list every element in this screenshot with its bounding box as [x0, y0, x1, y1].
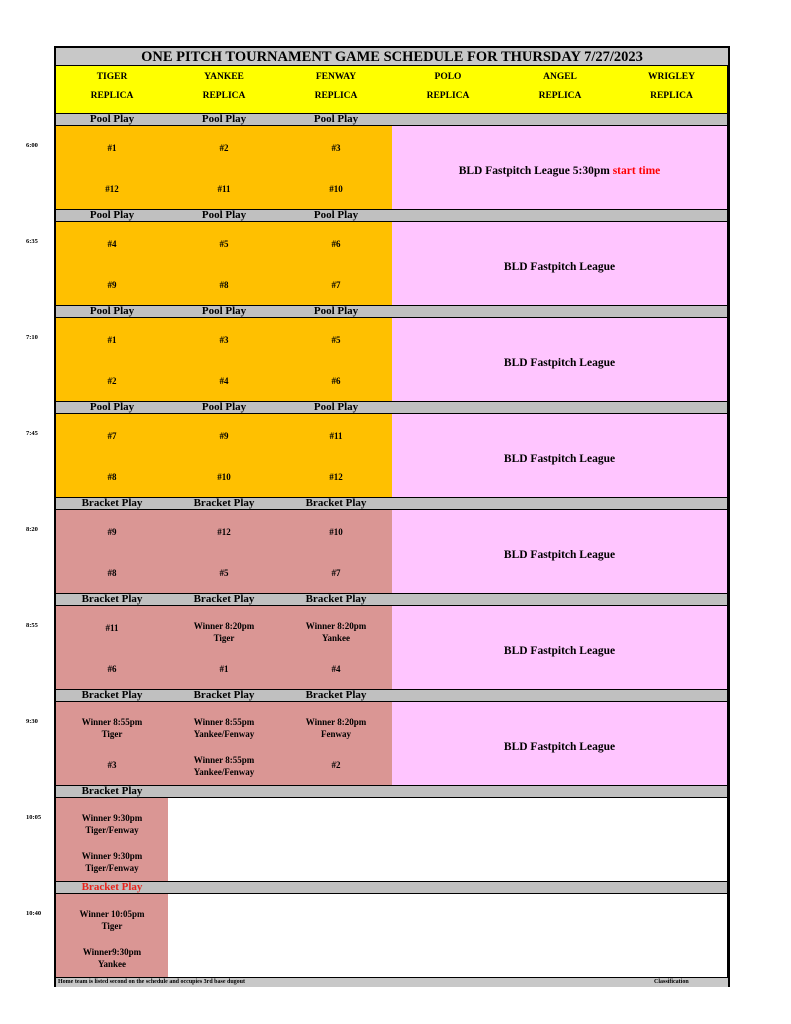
play-type-label: Bracket Play — [280, 594, 393, 606]
play-type-label: Pool Play — [280, 402, 393, 414]
home-team: Winner 9:30pm Tiger/Fenway — [81, 851, 143, 873]
empty-cell — [392, 894, 505, 978]
home-team: #1 — [219, 664, 229, 674]
empty-cell — [616, 798, 728, 882]
play-type-label — [392, 690, 505, 702]
home-team: #6 — [331, 376, 341, 386]
play-type-label: Bracket Play — [280, 498, 393, 510]
away-team: Winner 8:55pm Yankee/Fenway — [193, 717, 255, 739]
play-type-label — [616, 690, 728, 702]
play-type-label: Bracket Play — [168, 498, 281, 510]
home-team: Winner9:30pm Yankee — [82, 947, 142, 969]
game-cell — [56, 702, 169, 786]
field-header-yankee — [168, 66, 281, 114]
game-cell — [56, 222, 169, 306]
time-label: 6:00 — [26, 142, 38, 149]
play-type-label: Pool Play — [280, 210, 393, 222]
field-name: POLO — [434, 72, 462, 82]
home-team: #2 — [107, 376, 117, 386]
game-cell — [56, 318, 169, 402]
home-team: Winner 8:55pm Yankee/Fenway — [193, 755, 255, 777]
league-block — [392, 414, 728, 498]
away-team: Winner 8:20pm Yankee — [305, 621, 367, 643]
empty-cell — [168, 798, 281, 882]
away-team: #5 — [331, 335, 341, 345]
away-team: #1 — [107, 143, 117, 153]
footer-note: Home team is listed second on the schedule and occupies 3rd base dugout — [58, 979, 246, 985]
empty-cell — [280, 798, 393, 882]
away-team: #7 — [107, 431, 117, 441]
league-block — [392, 606, 728, 690]
time-label: 9:30 — [26, 718, 38, 725]
time-label: 10:05 — [26, 814, 42, 821]
play-type-label — [504, 882, 617, 894]
game-cell — [280, 510, 393, 594]
game-cell — [168, 702, 281, 786]
field-name: FENWAY — [315, 72, 357, 82]
start-time-note: start time — [612, 165, 661, 177]
play-type-label — [504, 402, 617, 414]
play-type-label: Pool Play — [168, 306, 281, 318]
play-type-label: Pool Play — [168, 402, 281, 414]
league-block — [392, 318, 728, 402]
away-team: #9 — [219, 431, 229, 441]
game-cell — [280, 126, 393, 210]
home-team: #4 — [219, 376, 229, 386]
play-type-label — [504, 210, 617, 222]
play-type-label: Pool Play — [56, 114, 169, 126]
play-type-label: Bracket Play — [56, 786, 169, 798]
time-label: 10:40 — [26, 910, 42, 917]
play-type-label — [392, 594, 505, 606]
game-cell — [280, 414, 393, 498]
league-block — [392, 222, 728, 306]
play-type-label: Bracket Play — [56, 690, 169, 702]
league-block — [392, 510, 728, 594]
league-text: BLD Fastpitch League — [503, 261, 616, 273]
play-type-label: Pool Play — [168, 210, 281, 222]
play-type-label — [616, 498, 728, 510]
time-label: 8:55 — [26, 622, 38, 629]
play-type-label — [616, 306, 728, 318]
away-team: #12 — [217, 527, 231, 537]
play-type-label — [504, 786, 617, 798]
game-cell — [280, 318, 393, 402]
away-team: Winner 8:20pm Tiger — [193, 621, 255, 643]
play-type-label — [616, 786, 728, 798]
league-block — [392, 126, 728, 210]
field-header-polo — [392, 66, 505, 114]
play-type-label — [616, 594, 728, 606]
game-cell — [168, 510, 281, 594]
game-cell — [168, 126, 281, 210]
home-team: #7 — [331, 568, 341, 578]
play-type-label — [504, 306, 617, 318]
empty-cell — [504, 894, 617, 978]
home-team: #6 — [107, 664, 117, 674]
footer-classification: Classification — [654, 979, 689, 985]
play-type-label: Bracket Play — [56, 882, 169, 894]
schedule-title: ONE PITCH TOURNAMENT GAME SCHEDULE FOR THURSDAY 7/27/2023 — [56, 48, 728, 66]
away-team: Winner 10:05pm Tiger — [79, 909, 145, 931]
away-team: #9 — [107, 527, 117, 537]
home-team: #2 — [331, 760, 341, 770]
play-type-label — [504, 114, 617, 126]
play-type-label — [280, 882, 393, 894]
play-type-label — [504, 690, 617, 702]
field-header-wrigley — [616, 66, 728, 114]
play-type-label: Bracket Play — [168, 690, 281, 702]
home-team: #8 — [107, 568, 117, 578]
away-team: #3 — [331, 143, 341, 153]
field-name: YANKEE — [204, 72, 244, 82]
field-name: WRIGLEY — [648, 72, 695, 82]
play-type-label: Pool Play — [56, 402, 169, 414]
play-type-label: Pool Play — [168, 114, 281, 126]
away-team: #4 — [107, 239, 117, 249]
play-type-label: Bracket Play — [168, 594, 281, 606]
home-team: #4 — [331, 664, 341, 674]
game-cell — [168, 318, 281, 402]
field-name: TIGER — [96, 72, 128, 82]
play-type-label: Bracket Play — [280, 690, 393, 702]
play-type-label: Pool Play — [56, 210, 169, 222]
home-team: #8 — [219, 280, 229, 290]
away-team: Winner 8:55pm Tiger — [81, 717, 143, 739]
time-label: 6:35 — [26, 238, 38, 245]
play-type-label — [616, 882, 728, 894]
play-type-label: Pool Play — [280, 306, 393, 318]
play-type-label: Pool Play — [280, 114, 393, 126]
play-type-label — [280, 786, 393, 798]
field-name: ANGEL — [543, 72, 577, 82]
play-type-label — [616, 114, 728, 126]
field-subtitle: REPLICA — [650, 91, 693, 101]
game-cell — [56, 126, 169, 210]
field-subtitle: REPLICA — [314, 91, 358, 101]
league-block — [392, 702, 728, 786]
time-label: 7:10 — [26, 334, 38, 341]
play-type-label — [392, 786, 505, 798]
home-team: #5 — [219, 568, 229, 578]
field-header-fenway — [280, 66, 393, 114]
schedule-table — [54, 46, 730, 987]
time-label: 8:20 — [26, 526, 38, 533]
game-cell — [280, 222, 393, 306]
empty-cell — [616, 894, 728, 978]
play-type-label: Pool Play — [56, 306, 169, 318]
game-cell — [56, 414, 169, 498]
empty-cell — [392, 798, 505, 882]
time-label: 7:45 — [26, 430, 38, 437]
game-cell — [168, 606, 281, 690]
play-type-label — [392, 402, 505, 414]
away-team: #10 — [329, 527, 343, 537]
home-team: #8 — [107, 472, 117, 482]
footer-bar — [56, 978, 728, 987]
game-cell — [168, 414, 281, 498]
play-type-label — [392, 210, 505, 222]
field-subtitle: REPLICA — [90, 91, 134, 101]
game-cell — [56, 798, 169, 882]
play-type-label — [504, 594, 617, 606]
home-team: #9 — [107, 280, 117, 290]
league-text: BLD Fastpitch League — [503, 645, 616, 657]
field-subtitle: REPLICA — [202, 91, 246, 101]
home-team: #11 — [217, 184, 231, 194]
home-team: #10 — [329, 184, 343, 194]
away-team: Winner 9:30pm Tiger/Fenway — [81, 813, 143, 835]
league-text: BLD Fastpitch League — [503, 741, 616, 753]
away-team: #2 — [219, 143, 229, 153]
league-text: BLD Fastpitch League — [503, 549, 616, 561]
game-cell — [280, 606, 393, 690]
league-text: BLD Fastpitch League — [503, 357, 616, 369]
game-cell — [56, 894, 169, 978]
play-type-label — [392, 114, 505, 126]
empty-cell — [504, 798, 617, 882]
play-type-label — [392, 882, 505, 894]
away-team: Winner 8:20pm Fenway — [305, 717, 367, 739]
away-team: #5 — [219, 239, 229, 249]
field-subtitle: REPLICA — [538, 91, 582, 101]
play-type-label — [392, 306, 505, 318]
field-header-tiger — [56, 66, 169, 114]
empty-cell — [168, 894, 281, 978]
empty-cell — [280, 894, 393, 978]
home-team: #10 — [217, 472, 231, 482]
play-type-label — [392, 498, 505, 510]
league-text: BLD Fastpitch League — [503, 453, 616, 465]
play-type-label — [616, 210, 728, 222]
play-type-label — [168, 786, 281, 798]
league-text: BLD Fastpitch League 5:30pm start time — [458, 165, 661, 177]
play-type-label: Bracket Play — [56, 498, 169, 510]
away-team: #11 — [105, 623, 119, 633]
home-team: #12 — [329, 472, 343, 482]
field-header-angel — [504, 66, 617, 114]
away-team: #1 — [107, 335, 117, 345]
play-type-label: Bracket Play — [56, 594, 169, 606]
home-team: #12 — [105, 184, 119, 194]
away-team: #11 — [329, 431, 343, 441]
game-cell — [56, 606, 169, 690]
field-subtitle: REPLICA — [426, 91, 470, 101]
home-team: #7 — [331, 280, 341, 290]
game-cell — [168, 222, 281, 306]
game-cell — [56, 510, 169, 594]
play-type-label — [616, 402, 728, 414]
game-cell — [280, 702, 393, 786]
away-team: #6 — [331, 239, 341, 249]
away-team: #3 — [219, 335, 229, 345]
play-type-label — [168, 882, 281, 894]
home-team: #3 — [107, 760, 117, 770]
play-type-label — [504, 498, 617, 510]
